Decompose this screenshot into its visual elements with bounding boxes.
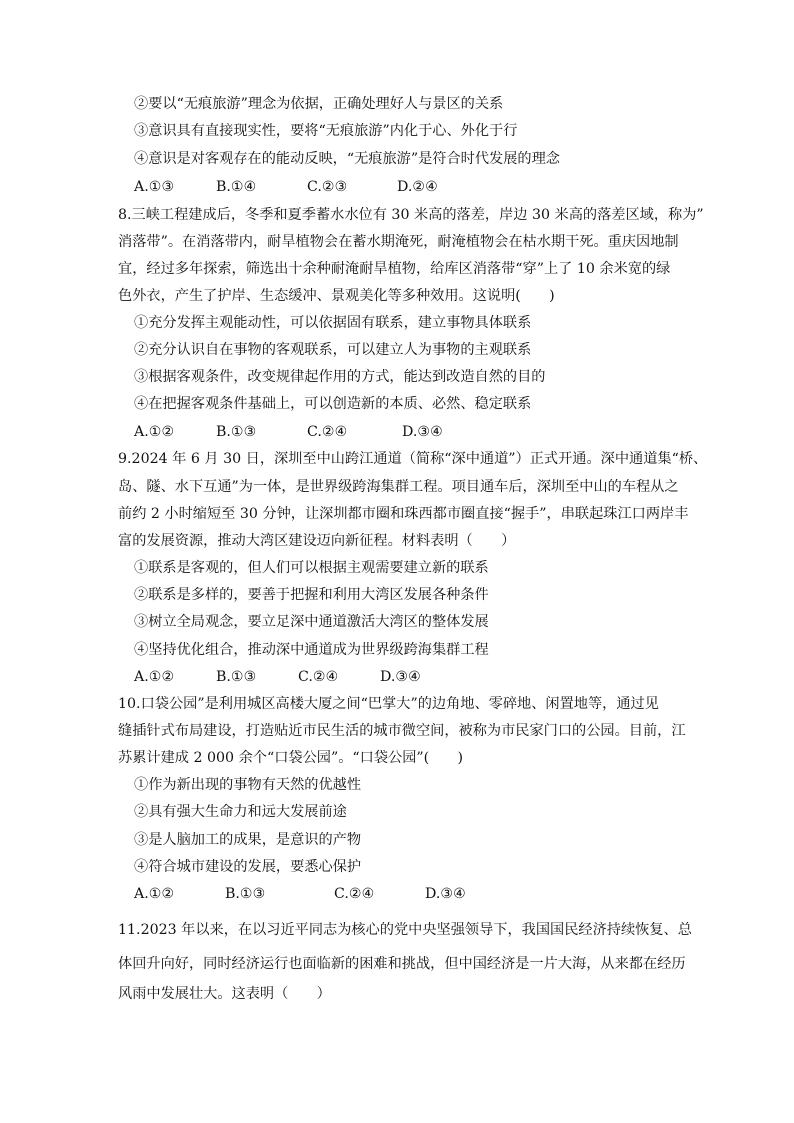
q8-option-4: ④在把握客观条件基础上，可以创造新的本质、必然、稳定联系: [134, 396, 532, 412]
q11-stem-line-2: 体回升向好，同时经济运行也面临新的困难和挑战，但中国经济是一片大海，从来都在经历: [118, 956, 686, 972]
q9-stem-line-1: 9.2024 年 6 月 30 日，深圳至中山跨江通道（简称“深中通道”）正式开通。深中通道集“桥、: [118, 451, 708, 467]
q10-option-2: ②具有强大生命力和远大发展前途: [134, 804, 347, 820]
q9-option-3: ③树立全局观念，要立足深中通道激活大湾区的整体发展: [134, 614, 489, 630]
q10-stem-line-1: 10.口袋公园”是利用城区高楼大厦之间“巴掌大”的边角地、零碎地、闲置地等，通过见: [118, 696, 659, 712]
q9-stem-line-4: 富的发展资源，推动大湾区建设迈向新征程。材料表明（ ）: [118, 533, 516, 549]
q7-option-2: ②要以“无痕旅游”理念为依据，正确处理好人与景区的关系: [134, 96, 504, 112]
q10-choice-d: D.③④: [425, 886, 466, 902]
q9-option-2: ②联系是多样的，要善于把握和利用大湾区发展各种条件: [134, 587, 489, 603]
q9-choice-c: C.②④: [298, 669, 339, 685]
q10-option-1: ①作为新出现的事物有天然的优越性: [134, 777, 362, 793]
q7-choice-d: D.②④: [397, 179, 438, 195]
q9-stem-line-3: 前约 2 小时缩短至 30 分钟，让深圳都市圈和珠西都市圈直接“握手”，串联起珠江口两岸丰: [118, 506, 689, 522]
q10-stem-line-3: 苏累计建成 2 000 余个“口袋公园”。“口袋公园”( ): [118, 750, 464, 766]
q10-choice-c: C.②④: [334, 886, 375, 902]
q11-stem-line-1: 11.2023 年以来，在以习近平同志为核心的党中央坚强领导下，我国国民经济持续恢复、总: [118, 922, 692, 938]
q11-stem-line-3: 风雨中发展壮大。这表明（ ）: [118, 986, 331, 1002]
q7-choice-c: C.②③: [307, 179, 348, 195]
q7-option-3: ③意识具有直接现实性，要将“无痕旅游”内化于心、外化于行: [134, 123, 518, 139]
q9-stem-line-2: 岛、隧、水下互通”为一体，是世界级跨海集群工程。项目通车后，深圳至中山的车程从之: [118, 479, 679, 495]
q7-option-4: ④意识是对客观存在的能动反映，“无痕旅游”是符合时代发展的理念: [134, 151, 560, 167]
q8-stem-line-2: 消落带”。在消落带内，耐旱植物会在蓄水期淹死，耐淹植物会在枯水期干死。重庆因地制: [118, 234, 679, 250]
q7-choice-a: A.①③: [134, 179, 175, 195]
q8-option-2: ②充分认识自在事物的客观联系，可以建立人为事物的主观联系: [134, 342, 532, 358]
q8-choice-c: C.②④: [307, 424, 348, 440]
q9-choice-b: B.①③: [216, 669, 257, 685]
q8-option-1: ①充分发挥主观能动性，可以依据固有联系，建立事物具体联系: [134, 315, 532, 331]
q8-option-3: ③根据客观条件，改变规律起作用的方式，能达到改造自然的目的: [134, 369, 546, 385]
q9-option-1: ①联系是客观的，但人们可以根据主观需要建立新的联系: [134, 560, 489, 576]
q8-stem-line-4: 色外衣，产生了护岸、生态缓冲、景观美化等多种效用。这说明( ): [118, 288, 555, 304]
q10-choice-a: A.①②: [134, 886, 175, 902]
q8-choice-a: A.①②: [134, 424, 175, 440]
q8-stem-line-1: 8.三峡工程建成后，冬季和夏季蓄水水位有 30 米高的落差，岸边 30 米高的落差区域，称为”: [118, 207, 704, 223]
q10-option-4: ④符合城市建设的发展，要悉心保护: [134, 859, 362, 875]
q8-stem-line-3: 宜，经过多年探索，筛选出十余种耐淹耐旱植物，给库区消落带“穿”上了 10 余米宽的绿: [118, 261, 671, 277]
q10-choice-b: B.①③: [225, 886, 266, 902]
q9-choice-a: A.①②: [134, 669, 175, 685]
q8-choice-d: D.③④: [402, 424, 443, 440]
q10-option-3: ③是人脑加工的成果，是意识的产物: [134, 832, 362, 848]
q9-option-4: ④坚持优化组合，推动深中通道成为世界级跨海集群工程: [134, 642, 489, 658]
q9-choice-d: D.③④: [380, 669, 421, 685]
q10-stem-line-2: 缝插针式布局建设，打造贴近市民生活的城市微空间，被称为市民家门口的公园。目前，江: [118, 723, 686, 739]
q8-choice-b: B.①③: [216, 424, 257, 440]
q7-choice-b: B.①④: [216, 179, 257, 195]
